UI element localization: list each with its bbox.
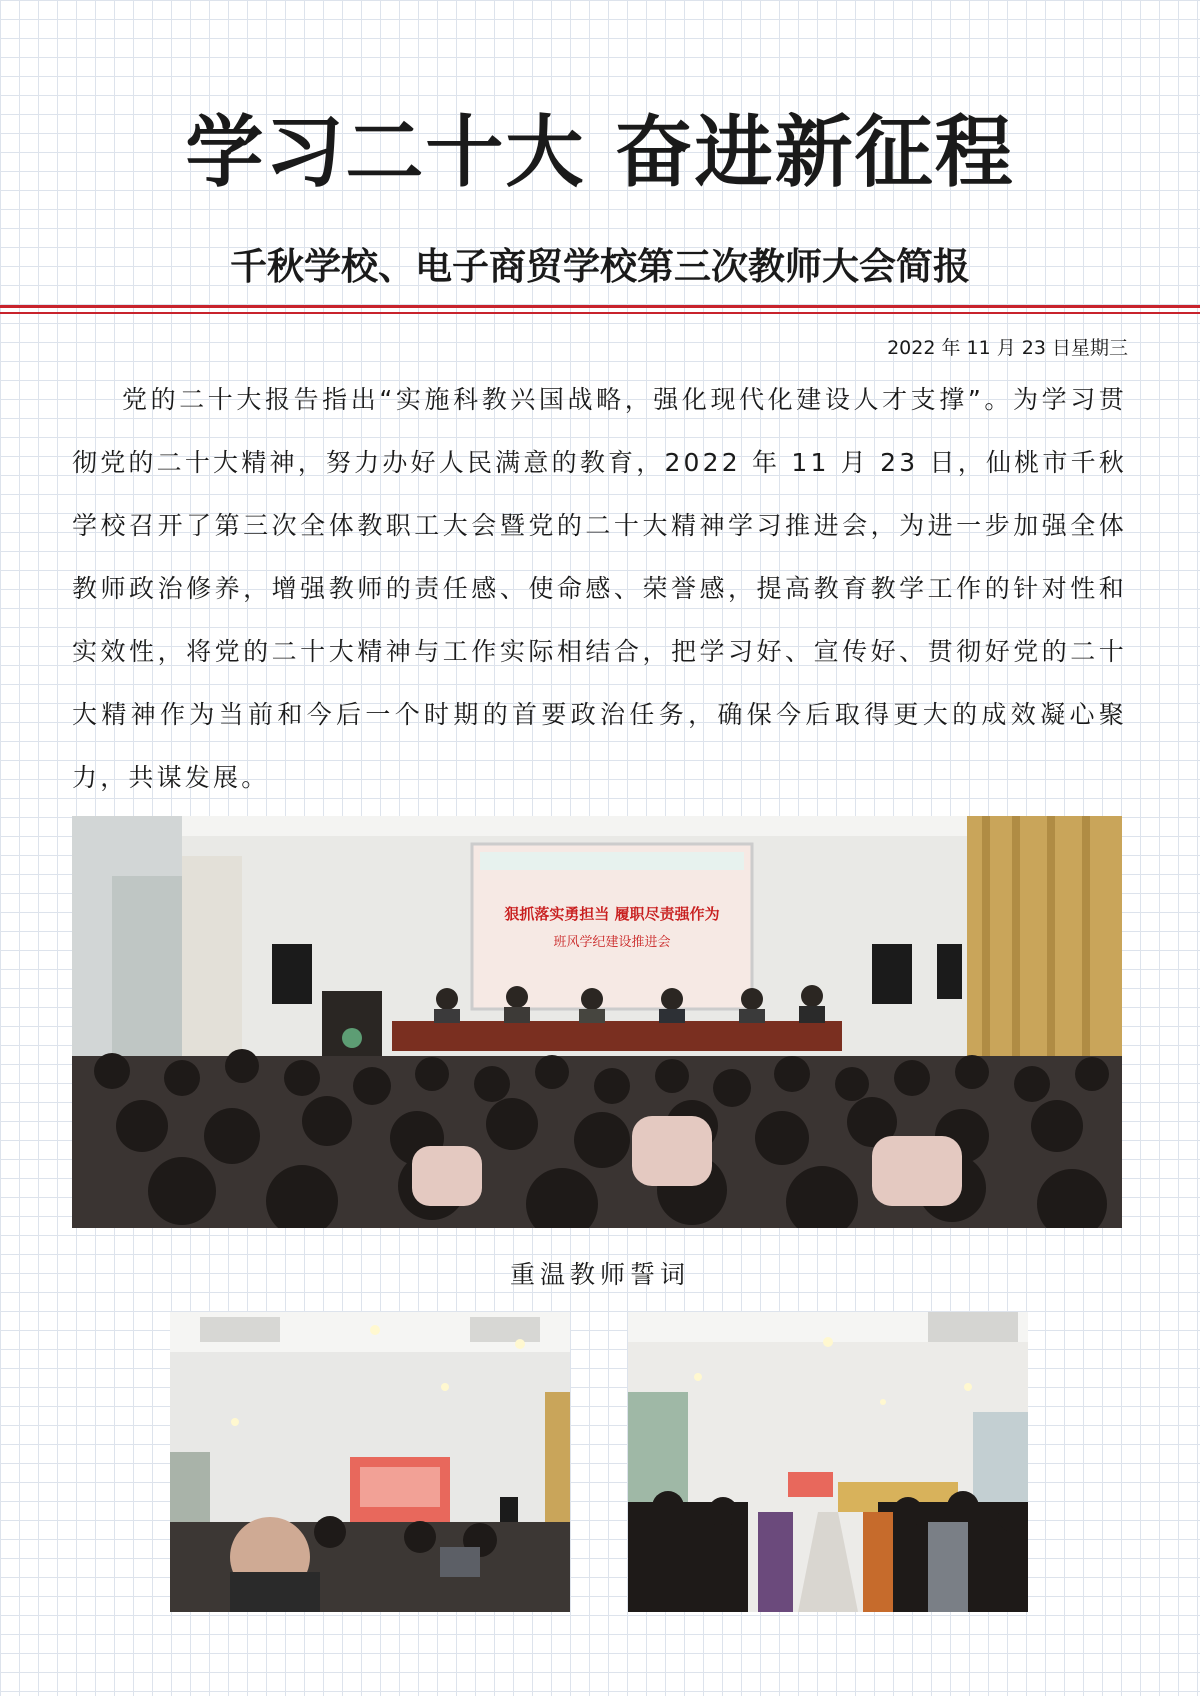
article-paragraph: 党的二十大报告指出“实施科教兴国战略，强化现代化建设人才支撑”。为学习贯彻党的二十大精神，努力办好人民满意的教育，2022 年 11 月 23 日，仙桃市千秋学校召开了第三次全体教职工大会暨党的二十大精神学习推进会，为进一步加强全体教师政治修养，增强教师的责任感、使命感、荣誉感，提高教育教学工作的针对性和实效性，将党的二十大精神与工作实际相结合，把学习好、宣传好、贯彻好党的二十大精神作为当前和今后一个时期的首要政治任务，确保今后取得更大的成效凝心聚力，共谋发展。: [72, 385, 1127, 792]
photo-caption: 重温教师誓词: [509, 1260, 690, 1289]
header-divider-top: [0, 305, 1200, 308]
screen-slogan: 狠抓落实勇担当 履职尽责强作为: [504, 905, 720, 923]
report-date: 2022 年 11 月 23 日星期三: [887, 337, 1128, 359]
meeting-hall-photo: [72, 816, 1122, 1228]
oath-photo-back: [628, 1312, 1028, 1612]
page-subtitle: 千秋学校、电子商贸学校第三次教师大会简报: [230, 245, 970, 288]
oath-photo-front: [170, 1312, 570, 1612]
screen-meeting-name: 班风学纪建设推进会: [553, 935, 671, 950]
page-title: 学习二十大 奋进新征程: [185, 108, 1015, 198]
header-divider-bottom: [0, 312, 1200, 314]
